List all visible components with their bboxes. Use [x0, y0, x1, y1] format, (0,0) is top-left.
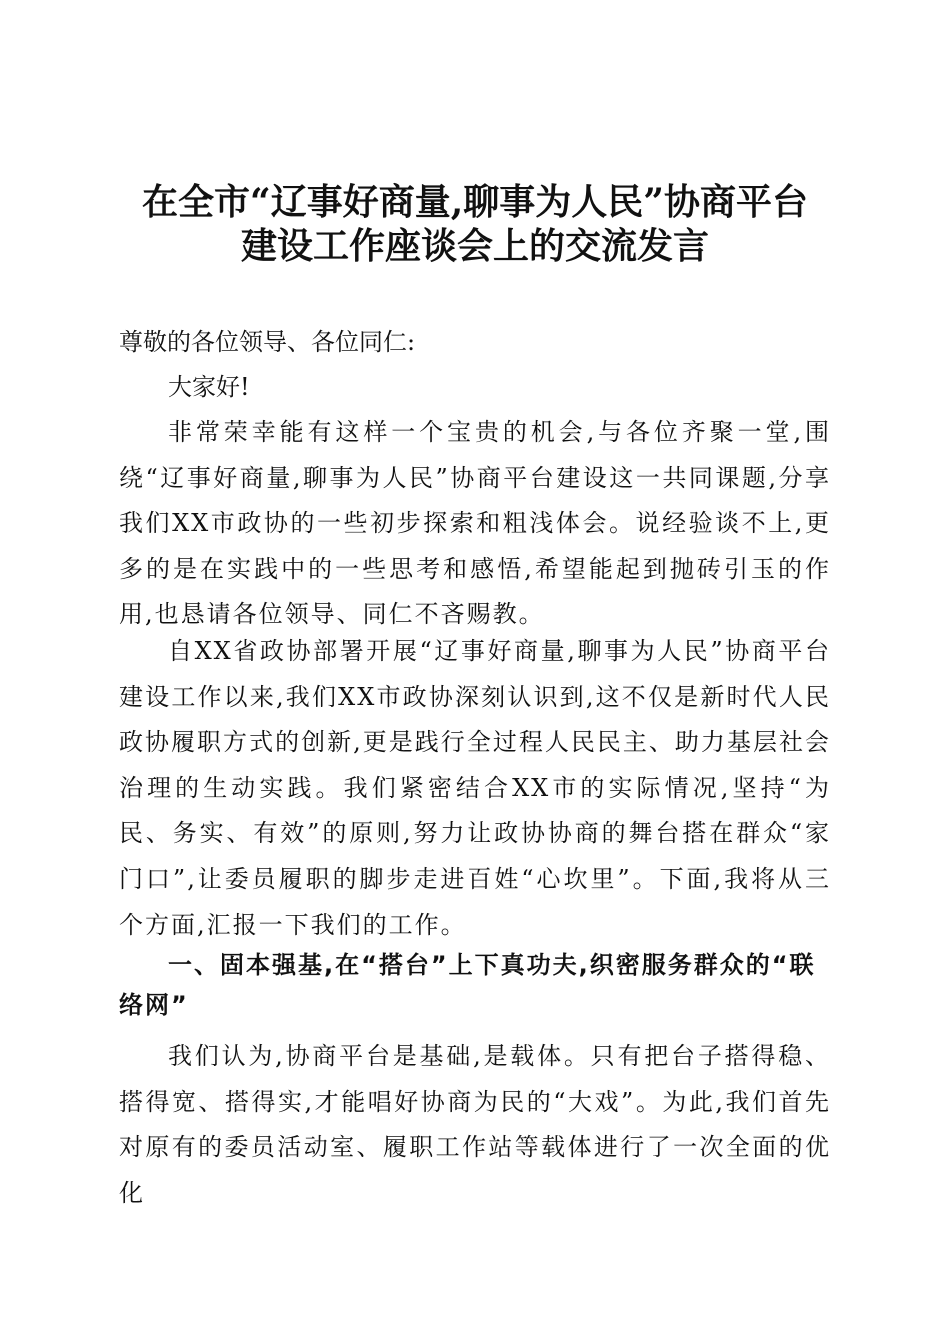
- document-title-line-2: 建设工作座谈会上的交流发言: [240, 225, 709, 267]
- greeting: 大家好!: [168, 373, 250, 401]
- salutation: 尊敬的各位领导、各位同仁:: [119, 328, 416, 356]
- document-title-line-1: 在全市“辽事好商量,聊事为人民”协商平台: [142, 181, 808, 223]
- paragraph-background: 自XX省政协部署开展“辽事好商量,聊事为人民”协商平台建设工作以来,我们XX市政协深刻认识到,这不仅是新时代人民政协履职方式的创新,更是践行全过程人民民主、助力基层社会治理的生动实践。我们紧密结合XX市的实际情况,坚持“为民、务实、有效”的原则,努力让政协协商的舞台搭在群众“家门口”,让委员履职的脚步走进百姓“心坎里”。下面,我将从三个方面,汇报一下我们的工作。: [119, 637, 831, 939]
- section-heading: 一、固本强基,在“搭台”上下真功夫,织密服务群众的“联络网”: [119, 951, 816, 1019]
- paragraph-intro: 非常荣幸能有这样一个宝贵的机会,与各位齐聚一堂,围绕“辽事好商量,聊事为人民”协商平台建设这一共同课题,分享我们XX市政协的一些初步探索和粗浅体会。说经验谈不上,更多的是在实践中的一些思考和感悟,希望能起到抛砖引玉的作用,也恳请各位领导、同仁不吝赐教。: [119, 418, 831, 629]
- section-paragraph: 我们认为,协商平台是基础,是载体。只有把台子搭得稳、搭得宽、搭得实,才能唱好协商为民的“大戏”。为此,我们首先对原有的委员活动室、履职工作站等载体进行了一次全面的优化: [119, 1042, 831, 1207]
